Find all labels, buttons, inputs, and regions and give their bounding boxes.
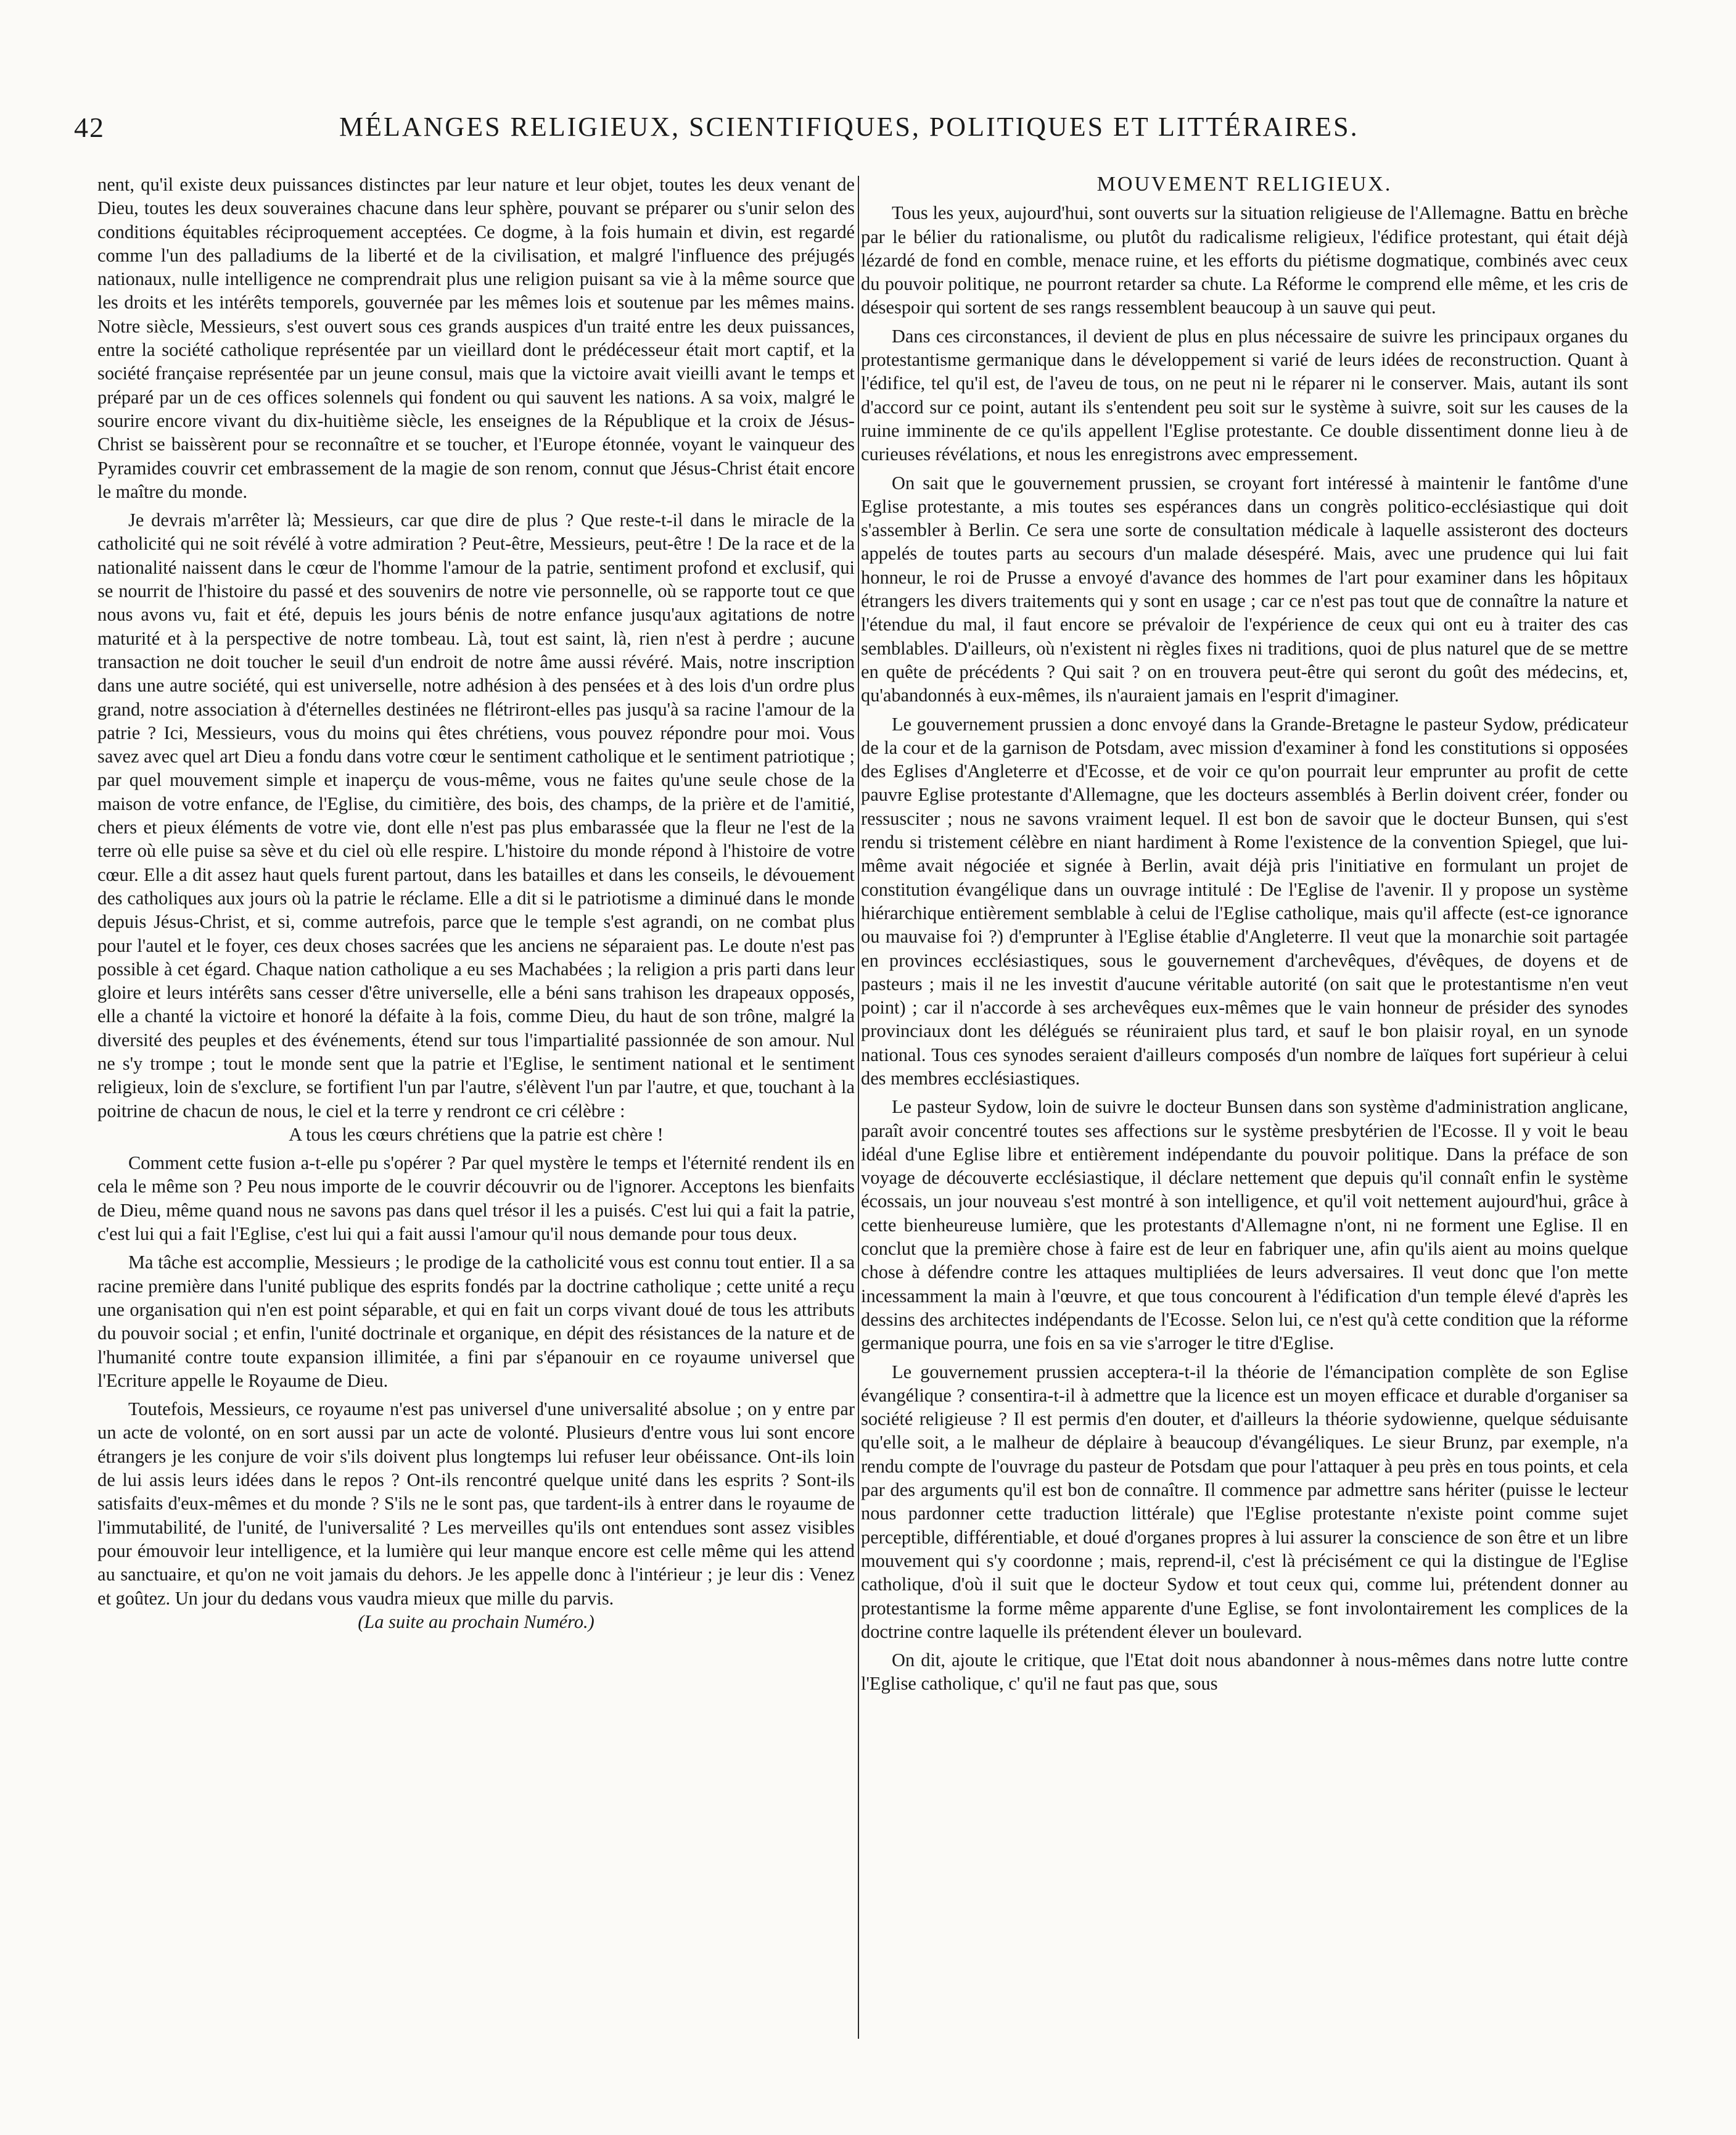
left-paragraph: Toutefois, Messieurs, ce royaume n'est pas universel d'une universalité absolue ; on y entre par un acte de volonté, on en sort aussi par un acte de volonté. Plusieurs d'entre vous lui sont encore étrangers je les conjure de voir s'ils doivent plus longtemps lui refuser leur obéissance. Ont-ils loin de lui assis leurs idées dans le repos ? Ont-ils rencontré quelque unité dans les esprits ? Sont-ils satisfaits d'eux-mêmes et du monde ? S'ils ne le sont pas, que tardent-ils à entrer dans le royaume de l'immutabilité, de l'unité, de l'universalité ? Les merveilles qu'ils ont entendues sont assez visibles pour émouvoir leur intelligence, et la lumière qui leur manque encore est celle même qui les attend au sanctuaire, et qu'on ne voit jamais du dehors. Je les appelle donc à l'intérieur ; je leur dis : Venez et goûtez. Un jour du dedans vous vaudra mieux que mille du parvis. [97,1398,855,1609]
right-paragraph: Le gouvernement prussien a donc envoyé dans la Grande-Bretagne le pasteur Sydow, prédicateur de la cour et de la garnison de Potsdam, avec mission d'examiner à fond les constitutions si opposées des Eglises d'Angleterre et d'Ecosse, et de voir ce qu'on pourrait leur emprunter au profit de cette pauvre Eglise protestante d'Allemagne, que les docteurs assemblés à Berlin doivent créer, fonder ou ressusciter ; nous ne savons vraiment lequel. Il est bon de savoir que le docteur Bunsen, qui s'est rendu si tristement célèbre en niant hardiment à Rome l'existence de la convention Spiegel, que lui-même avait négociée et signée à Berlin, avait déjà pris l'initiative en formulant un projet de constitution évangélique dans un ouvrage intitulé : De l'Eglise de l'avenir. Il y propose un système hiérarchique entièrement semblable à celui de l'Eglise catholique, mais qu'il affecte (est-ce ignorance ou mauvaise foi ?) d'emprunter à l'Eglise établie d'Angleterre. Il veut que la monarchie soit partagée en provinces ecclésiastiques, sous le gouvernement d'archevêques, d'évêques, de doyens et de pasteurs ; mais il ne les investit d'aucune véritable autorité (on sait que le protestantisme n'en veut point) ; car il n'accorde à ses archevêques eux-mêmes que le vain honneur de présider des synodes provinciaux dont les délégués se réuniraient plus tard, et sauf le bon plaisir royal, en un synode national. Tous ces synodes seraient d'ailleurs composés d'un nombre de laïques fort supérieur à celui des membres ecclésiastiques. [861,713,1628,1089]
right-column [861,173,1628,2048]
left-paragraph: Ma tâche est accomplie, Messieurs ; le prodige de la catholicité vous est connu tout entier. Il a sa racine première dans l'unité publique des esprits fondés par la doctrine catholique ; cette unité a reçu une organisation qui n'en est point séparable, et qui en fait un corps vivant doué de tous les attributs du pouvoir social ; et enfin, l'unité doctrinale et organique, en dépit des résistances de la nature et de l'humanité contre toute expansion illimitée, a fini par s'épanouir en ce royaume universel que l'Ecriture appelle le Royaume de Dieu. [97,1252,855,1391]
verse-quote: A tous les cœurs chrétiens que la patrie est chère ! [289,1123,664,1145]
running-title: MÉLANGES RELIGIEUX, SCIENTIFIQUES, POLITIQUES ET LITTÉRAIRES. [339,112,1359,142]
right-paragraph: Dans ces circonstances, il devient de plus en plus nécessaire de suivre les principaux organes du protestantisme germanique dans le développement si varié de leurs idées de reconstruction. Quant à l'édifice, tel qu'il est, de l'aveu de tous, on ne peut ni le réparer ni le conserver. Mais, autant ils sont d'accord sur ce point, autant ils s'entendent peu soit sur le système à suivre, soit sur les causes de la ruine imminente de ce qu'ils appellent l'Eglise protestante. Ce double dissentiment donne lieu à de curieuses révélations, et nous les enregistrons avec empressement. [861,325,1628,465]
section-title: MOUVEMENT RELIGIEUX. [1096,173,1393,196]
right-paragraph: Le gouvernement prussien acceptera-t-il la théorie de l'émancipation complète de son Eglise évangélique ? consentira-t-il à admettre que la licence est un moyen efficace et durable d'organiser sa société religieuse ? Il est permis d'en douter, et d'ailleurs la théorie sydowienne, quelque séduisante qu'elle soit, a le malheur de déplaire à beaucoup d'évangéliques. Le sieur Brunz, par exemple, n'a rendu compte de l'ouvrage du pasteur de Potsdam que pour l'attaquer à peu près en tous points, et cela par des arguments qu'il est bon de connaître. Il commence par admettre sans hériter (puisse le lecteur nous pardonner cette traduction littérale) que l'Eglise protestante n'existe point comme sujet perceptible, différentiable, et doué d'organes propres à lui assurer la conscience de son être et un libre mouvement qui s'y coordonne ; mais, reprend-il, c'est là précisément ce qui la distingue de l'Eglise catholique, d'où il suit que le docteur Sydow et tout ceux qui, comme lui, prétendent donner au protestantisme la forme même apparente d'une Eglise, se font involontairement les complices de la doctrine contre laquelle ils prétendent élever un boulevard. [861,1361,1628,1642]
running-head [74,111,1637,154]
column-divider [858,176,859,2039]
right-paragraph: On dit, ajoute le critique, que l'Etat doit nous abandonner à nous-mêmes dans notre lutte contre l'Eglise catholique, c' qu'il ne faut pas que, sous [861,1650,1628,1695]
right-paragraph: Le pasteur Sydow, loin de suivre le docteur Bunsen dans son système d'administration anglicane, paraît avoir concentré toutes ses affections sur le système presbytérien de l'Ecosse. Il y voit le beau idéal d'une Eglise libre et entièrement indépendante du pouvoir politique. Dans la préface de son voyage de découverte ecclésiastique, il déclare nettement que depuis qu'il connaît enfin le système écossais, un jour nouveau s'est montré à son intelligence, et qu'il voit nettement aujourd'hui, grâce à cette bienheureuse lumière, que les protestants d'Allemagne n'ont, ni ne forment une Eglise. Il en conclut que la première chose à faire est de leur en fabriquer une, afin qu'ils aient au moins quelque chose à défendre contre les attaques multipliées de leurs adversaires. Il veut donc que l'on mette incessamment la main à l'œuvre, et que tous concourent à l'édification d'un temple élevé d'après les dessins des architectes indépendants de l'Ecosse. Selon lui, ce n'est qu'à cette condition que la réforme germanique pourra, une fois en sa vie s'arroger le titre d'Eglise. [861,1096,1628,1354]
left-column [97,173,855,2048]
left-paragraph: Comment cette fusion a-t-elle pu s'opérer ? Par quel mystère le temps et l'éternité rendent ils en cela le même son ? Peu nous importe de le couvrir découvrir ou de l'ignorer. Acceptons les bienfaits de Dieu, même quand nous ne savons pas dans quel trésor il les a puisés. C'est lui qui a fait la patrie, c'est lui qui a fait l'Eglise, c'est lui qui a fait aussi l'amour qu'il nous demande pour tous deux. [97,1152,855,1245]
page-number: 42 [74,112,105,143]
right-paragraph: On sait que le gouvernement prussien, se croyant fort intéressé à maintenir le fantôme d'une Eglise protestante, a mis toutes ses espérances dans un congrès politico-ecclésiastique qui doit s'assembler à Berlin. Ce sera une sorte de consultation médicale à laquelle assisteront des docteurs appelés de toutes parts au secours d'un malade désespéré. Mais, avec une prudence qui lui fait honneur, le roi de Prusse a envoyé d'avance des hommes de l'art pour examiner dans les hôpitaux étrangers les divers traitements qui y sont en usage ; car ce n'est pas tout que de connaître la nature et l'étendue du mal, il faut encore se prévaloir de l'expérience de ceux qui ont eu à traiter des cas semblables. D'ailleurs, où n'existent ni règles fixes ni traditions, quoi de plus naturel que de se mettre en quête de précédents ? Qui sait ? on en trouvera peut-être qui seront du goût des médecins, et, qu'abandonnés à eux-mêmes, ils n'auraient jamais en l'esprit d'imaginer. [861,472,1628,706]
left-paragraph: nent, qu'il existe deux puissances distinctes par leur nature et leur objet, toutes les deux venant de Dieu, toutes les deux souveraines chacune dans leur sphère, pouvant se préparer ou s'unir selon des conditions équitables réciproquement acceptées. Ce dogme, à la fois humain et divin, est regardé comme l'un des palladiums de la liberté et de la civilisation, et malgré l'influence des préjugés nationaux, nulle intelligence ne comprendrait plus une religion puisant sa vie à la même source que les droits et les intérêts temporels, gouvernée par les mêmes lois et soutenue par les mêmes mains. Notre siècle, Messieurs, s'est ouvert sous ces grands auspices d'un traité entre les deux puissances, entre la société catholique représentée par un vieillard dont le prédécesseur était mort captif, et la société française représentée par un jeune consul, mais que la victoire avait vieilli avant le temps et préparé par un de ces offices solennels qui fondent ou qui sauvent les nations. A sa voix, malgré le sourire encore vivant du dix-huitième siècle, les enseignes de la République et la croix de Jésus-Christ se baissèrent pour se reconnaître et se toucher, et l'Europe étonnée, voyant le vainqueur des Pyramides couvrir cet embrassement de la magie de son renom, connut que Jésus-Christ était encore le maître du monde. [97,174,855,502]
continuation-note: (La suite au prochain Numéro.) [358,1611,594,1632]
left-paragraph: Je devrais m'arrêter là; Messieurs, car que dire de plus ? Que reste-t-il dans le miracle de la catholicité qui ne soit révélé à votre admiration ? Peut-être, Messieurs, peut-être ! De la race et de la nationalité naissent dans le cœur de l'homme l'amour de la patrie, sentiment profond et exclusif, qui se nourrit de l'histoire du passé et des souvenirs de notre vie personnelle, où se rapporte tout ce que nous avons vu, fait et été, depuis les jours bénis de notre enfance jusqu'aux agitations de notre maturité et à la perspective de notre tombeau. Là, tout est saint, là, rien n'est à perdre ; aucune transaction ne doit toucher le seuil d'un endroit de notre âme aussi révéré. Mais, notre inscription dans une autre société, qui est universelle, notre adhésion à des pensées et à des lois d'un ordre plus grand, notre association à d'éternelles destinées ne flétriront-elles pas jusqu'à sa racine l'amour de la patrie ? Ici, Messieurs, vous du moins qui êtes chrétiens, vous pouvez répondre pour moi. Vous savez avec quel art Dieu a fondu dans votre cœur le sentiment catholique et le sentiment patriotique ; par quel mouvement simple et inaperçu de vous-même, vous ne faites qu'une seule chose de la maison de votre enfance, de l'Eglise, du cimitière, des bois, des champs, de la prière et de l'amitié, chers et pieux éléments de votre vie, dont elle n'est pas plus embarassée que la fleur ne l'est de la terre où elle puise sa sève et du ciel où elle respire. L'histoire du monde répond à l'histoire de votre cœur. Elle a dit assez haut quels furent partout, dans les batailles et dans les conseils, le dévouement des catholiques aux jours où la patrie le réclame. Elle a dit si le patriotisme a diminué dans le monde depuis Jésus-Christ, et si, comme autrefois, parce que le temple s'est agrandi, on ne combat plus pour l'autel et le foyer, ces deux choses sacrées que les anciens ne séparaient pas. Le doute n'est pas possible à cet égard. Chaque nation catholique a eu ses Machabées ; la religion a pris parti dans leur gloire et leurs intérêts sans cesser d'être universelle, elle a béni sans trahison les drapeaux opposés, elle a chanté la victoire et honoré la défaite à la fois, comme Dieu, du haut de son trône, malgré la diversité des peuples et des événements, étend sur tous l'impartialité passionnée de son amour. Nul ne s'y trompe ; tout le monde sent que la patrie et l'Eglise, le sentiment national et le sentiment religieux, loin de s'exclure, se fortifient l'un par l'autre, s'élèvent l'un par l'autre, et que, touchant à la poitrine de chacun de nous, le ciel et la terre y rendront ce cri célèbre : [97,510,855,1121]
right-paragraph: Tous les yeux, aujourd'hui, sont ouverts sur la situation religieuse de l'Allemagne. Battu en brèche par le bélier du rationalisme, ou plutôt du radicalisme religieux, l'édifice protestant, qui était déjà lézardé de fond en comble, menace ruine, et les efforts du piétisme dogmatique, combinés avec ceux du pouvoir politique, ne pourront retarder sa chute. La Réforme le comprend elle même, et les cris de désespoir qui sortent de ses rangs ressemblent beaucoup à un sauve qui peut. [861,202,1628,318]
